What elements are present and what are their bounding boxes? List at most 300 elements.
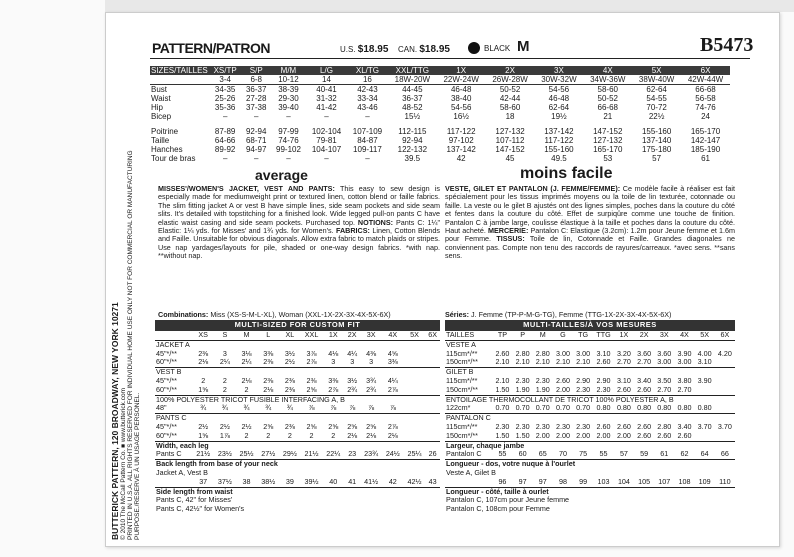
table-cell: 92-94 [245,127,267,136]
table-cell: 62 [680,449,689,459]
table-cell: 2¾ [347,384,358,394]
size-row-fr [150,136,730,145]
table-cell: 37½ [217,476,232,486]
section-label [445,368,735,377]
table-cell: 2⅝ [306,384,317,394]
table-cell: 147-152 [593,127,623,136]
table-cell: 2.10 [515,357,530,367]
table-cell: 3.40 [637,375,652,385]
table-cell: 26 [428,449,437,459]
table-cell: 2.10 [576,357,591,367]
table-cell: 1X [437,66,486,75]
size-table [150,66,730,163]
table-cell: 5X [632,66,681,75]
table-cell: 2 [244,430,249,440]
row-label [155,331,192,340]
table-cell: – [286,112,291,121]
table-cell: 2.70 [657,384,672,394]
section-label-text: VEST B [155,368,440,377]
table-cell: XXL/TTG [388,66,437,75]
table-cell: L/G [306,66,347,75]
table-cell: 2¼ [241,357,252,367]
table-cell: ⅞ [349,403,356,413]
table-cell: 107-109 [352,127,383,136]
table-cell: 99 [579,476,588,486]
table-cell: 2⅝ [306,421,317,431]
table-cell: G [553,331,573,340]
table-cell: 54-56 [548,85,570,94]
section-sublabel [155,505,440,514]
row-label: 60"*/** [156,357,177,367]
table-cell: 2.80 [657,421,672,431]
table-cell: 25½ [239,449,254,459]
table-cell: TP [492,331,512,340]
table-cell: 1.90 [535,384,550,394]
table-cell: 3¾ [366,375,377,385]
row-label: 45"*/** [156,421,177,431]
row-label: Bicep [151,112,172,121]
yardage-row [155,432,440,441]
table-cell: 3.20 [616,348,631,358]
table-cell: 38W-40W [632,75,681,85]
table-cell: 107-112 [495,136,525,145]
table-cell: 2⅜ [284,375,295,385]
row-label: 48" [156,403,167,413]
table-cell: – [324,112,329,121]
table-cell: 2⅝ [263,421,274,431]
side-publisher-band [110,70,141,540]
rights-line: PRINTED IN U.S.A. ALL RIGHTS RESERVED FOR INDIVIDUAL HOME USE ONLY NOT FOR COMMERCIAL OR MANUFACTURING [127,150,134,540]
table-cell: 4X [382,331,404,340]
table-cell: 2X [634,331,654,340]
table-cell: 36-37 [402,94,423,103]
table-cell: 137-142 [446,145,476,154]
table-cell: 2.10 [555,357,570,367]
table-cell: 45 [505,154,515,163]
table-cell: 0.70 [576,403,591,413]
table-cell: 3⅜ [387,357,398,367]
table-cell: 2.00 [555,430,570,440]
table-cell: 3.00 [555,348,570,358]
table-cell: 44-45 [402,85,423,94]
table-cell: 22W-24W [437,75,486,85]
table-cell: 23 [348,449,357,459]
table-cell: 0.80 [677,403,692,413]
table-cell: 4⅝ [387,348,398,358]
table-cell: M [533,331,553,340]
table-cell: 2⅝ [347,421,358,431]
table-cell: 4⅜ [366,348,377,358]
table-cell: 6-8 [242,75,271,85]
table-cell: 2.00 [576,430,591,440]
table-cell: 0.70 [495,403,510,413]
table-cell: XXL [301,331,323,340]
table-cell: 3.00 [657,357,672,367]
table-cell: 22¼ [326,449,341,459]
table-cell: 2.00 [616,430,631,440]
table-cell: 2⅞ [387,421,398,431]
section-label-text: Back length from base of your neck [155,460,440,469]
table-cell: 35-36 [214,103,236,112]
table-cell: ⅞ [389,403,396,413]
table-cell: 42-44 [499,94,521,103]
size-row-fr [150,145,730,154]
table-cell: 94-97 [245,145,267,154]
copyright-line: © 2010 The McCall Pattern Co. ■ www.butterick.com [120,387,127,540]
table-cell: 2.70 [677,384,692,394]
table-cell: 1⅝ [198,384,209,394]
table-cell: 54-55 [646,94,667,103]
description-fr: VESTE, GILET ET PANTALON (J. FEMME/FEMME): Ce modèle facile à réaliser est fait spécialement pour les tissus imprimés moyens ou la toile de lin texturée, cotonnade ou faille. La veste ou le gilet B ajustés ont des lignes simples, poches dans la couture du côté et fentes dans la couture du côté. Effet de surpiqûre comme une touche de finition. Pantalon C à jambe large, coulisse élastique à la taille et poches dans la couture du côté. Haut acheté. MERCERIE: Pantalon C: Elastique (3.2cm): 1.2m pour Jeune femme et 1.6m pour Femme. TISSUS: Toile de lin, Cotonnade et Faille. Grandes diagonales ne conviennent pas. Compte non tenu des raccords de rayures/carreaux. *avec sens. **sans sens. [445,184,736,261]
size-row [150,94,730,103]
table-cell: 117-122 [446,127,476,136]
table-cell: 3.10 [616,375,631,385]
table-cell: 39-40 [278,103,299,112]
section-label [155,395,440,404]
table-cell: 185-190 [690,145,721,154]
table-cell: 2.60 [596,357,611,367]
table-cell: ¾ [243,403,250,413]
table-cell: 108 [678,476,691,486]
can-price: CAN. $18.95 [398,44,450,55]
table-cell: 2.90 [576,375,591,385]
table-cell: 1⅝ [198,430,209,440]
series: Séries: J. Femme (TP-P-M-G-TG), Femme (TTG-1X-2X-3X-4X-5X-6X) [445,310,672,319]
table-cell: 18 [505,112,515,121]
table-cell: L [257,331,279,340]
yardage-row [445,423,735,432]
table-cell: 1X [322,331,344,340]
table-cell: 2 [287,430,292,440]
table-cell: 122-132 [397,145,428,154]
table-cell: 25¼ [407,449,422,459]
table-cell: 2.70 [637,357,652,367]
table-cell: 61 [701,154,710,163]
size-row [150,85,730,95]
size-row [150,103,730,112]
table-cell: 3⅛ [241,348,252,358]
table-cell: 2⅛ [366,430,377,440]
table-cell: ¾ [265,403,272,413]
table-cell: ⅞ [330,403,337,413]
yardage-row [445,358,735,367]
table-cell: 39.5 [404,154,421,163]
section-sublabel-text: Pants C, 42½" for Women's [156,504,245,514]
table-cell: 2.90 [596,375,611,385]
table-cell: 3X [654,331,674,340]
table-cell: 49.5 [551,154,567,163]
table-cell: 29-30 [278,94,299,103]
table-cell: 5X [404,331,426,340]
row-label [150,75,209,85]
table-cell: 105 [638,476,651,486]
table-cell: 54-56 [450,103,472,112]
table-cell: 165-170 [690,127,721,136]
table-cell: 127-132 [495,127,525,136]
row-label: Hip [151,103,164,112]
table-cell: 3.90 [677,348,692,358]
table-cell: 2.60 [677,430,692,440]
table-cell: – [222,154,228,163]
section-label [445,395,735,404]
table-cell: 3X [534,66,583,75]
table-cell: 97-102 [448,136,474,145]
table-cell: 62-64 [548,103,570,112]
table-cell: 2.60 [495,348,510,358]
section-label-text: 100% POLYESTER TRICOT FUSIBLE INTERFACING A, B [155,395,440,404]
table-cell: 1.50 [515,430,530,440]
table-cell: 33-34 [357,94,378,103]
table-cell: 98 [558,476,567,486]
table-cell: 74-76 [695,103,716,112]
table-cell: ¾ [221,403,228,413]
table-cell: – [324,154,329,163]
table-cell: 99-102 [276,145,301,154]
row-label: 122cm* [446,403,471,413]
table-cell: 97-99 [278,127,299,136]
table-cell: 59 [640,449,649,459]
table-cell: 2.70 [616,357,631,367]
table-cell: 2.60 [657,430,672,440]
table-cell: 3½ [347,375,358,385]
table-cell: 50-52 [499,85,521,94]
table-cell: 137-142 [544,127,574,136]
table-cell: 2.00 [596,430,611,440]
section-label [445,340,735,349]
table-cell: 14 [306,75,347,85]
table-cell: 3.90 [697,375,712,385]
yardage-row [445,432,735,441]
table-cell: 165-170 [593,145,623,154]
table-cell: 2⅛ [347,430,358,440]
section-sublabel [445,469,735,478]
table-cell: 3 [331,357,336,367]
table-cell: 97 [518,476,527,486]
section-label [445,414,735,423]
row-label: Bust [151,85,168,94]
table-cell: 137-140 [641,136,672,145]
table-cell: 2.30 [535,375,550,385]
section-label-text: Longueur - côté, taille à ourlet [445,487,735,496]
size-row-fr [150,127,730,136]
table-cell: 87-89 [214,127,236,136]
table-cell: 1.90 [515,384,530,394]
table-cell: 62-64 [646,85,667,94]
table-cell: 96 [498,476,507,486]
table-cell: 3⅜ [263,348,274,358]
table-cell: 2.10 [495,375,510,385]
row-label: 150cm*/** [446,384,478,394]
table-cell: 3.50 [657,375,672,385]
table-cell: TG [573,331,593,340]
table-cell: 2⅜ [198,348,209,358]
table-cell: 2⅜ [306,375,317,385]
table-cell: 6X [715,331,735,340]
table-cell: XL [279,331,301,340]
table-cell: XL/TG [347,66,388,75]
table-cell: 42W-44W [681,75,730,85]
table-cell: 1X [614,331,634,340]
table-cell: S [214,331,236,340]
table-cell: 18W-20W [388,75,437,85]
table-cell: 3.10 [596,348,611,358]
table-cell: 2.00 [555,384,570,394]
table-cell: 40 [329,476,338,486]
table-cell: 38 [242,476,251,486]
row-label: Poitrine [151,127,179,136]
table-cell: 0.80 [637,403,652,413]
table-cell: 147-152 [495,145,525,154]
table-cell: 38-40 [450,94,472,103]
row-label: Tour de bras [151,154,196,163]
us-price: U.S. $18.95 [340,44,389,55]
table-cell: 26W-28W [486,75,535,85]
table-cell: 61 [660,449,669,459]
table-cell: 109-117 [353,145,382,154]
table-cell: 3.60 [637,348,652,358]
table-cell: 2.60 [596,421,611,431]
yardage-banner-en-text: MULTI-SIZED FOR CUSTOM FIT [155,320,440,331]
table-cell: 2.10 [495,357,510,367]
table-cell: 23¾ [364,449,379,459]
table-cell: 39½ [304,476,319,486]
table-cell: 37-38 [245,103,267,112]
table-cell: 0.70 [555,403,570,413]
table-cell: 110 [719,476,731,486]
row-label: 60"*/** [156,384,177,394]
table-cell: 2.60 [637,430,652,440]
section-sublabel-text: Veste A, Gilet B [446,467,496,477]
table-cell: ¾ [286,403,293,413]
row-label: TAILLES [445,331,492,340]
size-row [150,112,730,121]
table-cell: 3.70 [717,421,732,431]
size-code: M [517,38,530,55]
table-cell: 27½ [261,449,276,459]
table-cell: 2.80 [515,348,530,358]
row-label: Taille [151,136,170,145]
table-cell: 89-92 [214,145,236,154]
table-cell: 2X [486,66,535,75]
table-cell: 155-160 [544,145,574,154]
table-cell: 2 [266,430,271,440]
row-label: Waist [151,94,171,103]
yardage-row [155,358,440,367]
table-cell: 60 [518,449,527,459]
yardage-cols-en [155,331,440,340]
table-cell: 2.30 [535,421,550,431]
table-cell: 2⅞ [387,384,398,394]
table-cell: 4.20 [717,348,732,358]
row-label: 150cm*/** [446,430,478,440]
size-subheader-row [150,75,730,85]
table-cell: 48-52 [402,103,423,112]
section-label-text: VESTE A [446,339,476,349]
table-cell: 57 [619,449,628,459]
table-cell: 2.30 [555,421,570,431]
table-cell: 53 [603,154,613,163]
table-cell: 2.30 [515,375,530,385]
table-cell: 0.80 [697,403,712,413]
table-cell: 29½ [282,449,297,459]
table-cell: 58-60 [499,103,521,112]
publisher-address: BUTTERICK PATTERN, 120 BROADWAY, NEW YORK 10271 [110,302,120,540]
table-cell: 2⅞ [306,357,317,367]
table-cell: 6X [425,331,440,340]
table-cell: 4¼ [347,348,358,358]
table-cell: 64-66 [214,136,236,145]
table-cell: 16 [347,75,388,85]
table-cell: 4¼ [387,375,398,385]
table-cell: 2 [244,384,249,394]
yardage-banner-fr-text: MULTI-TAILLES/À VOS MESURES [445,320,735,331]
table-cell: 3.10 [697,357,712,367]
table-cell: 50-52 [597,94,618,103]
table-cell: 3X [360,331,382,340]
section-label-text: Width, each leg [155,441,440,450]
section-sublabel [155,469,440,478]
size-header-row [150,66,730,75]
table-cell: 40-41 [316,85,337,94]
row-label: Pants C [156,449,182,459]
table-cell: 41 [348,476,357,486]
table-cell: 109 [698,476,711,486]
table-cell: 58-60 [597,85,618,94]
table-cell: 2⅝ [328,421,339,431]
table-cell: 2⅜ [263,375,274,385]
table-cell: 65 [538,449,547,459]
yardage-row [445,350,735,359]
table-cell: 43 [428,476,437,486]
table-cell: 2⅜ [284,421,295,431]
table-cell: 3.00 [576,348,591,358]
section-label-text: Side length from waist [155,487,440,496]
table-cell: 2.60 [616,384,631,394]
table-cell: 55 [498,449,507,459]
table-cell: 3.60 [657,348,672,358]
table-cell: 42-43 [357,85,378,94]
section-label-text: PANTS C [155,414,440,423]
table-cell: 66-68 [597,103,618,112]
table-cell: 27-28 [245,94,267,103]
table-cell: 56-58 [695,94,716,103]
table-cell: 57 [652,154,662,163]
table-cell: 2⅜ [284,384,295,394]
table-cell: 175-180 [641,145,672,154]
table-cell: 38-39 [278,85,299,94]
table-cell: 2 [331,430,336,440]
table-cell: 64 [700,449,709,459]
table-cell: 2½ [284,357,295,367]
table-cell: 66 [720,449,729,459]
table-cell: 5X [695,331,715,340]
section-sublabel-text: Pants C, 42" for Misses' [156,495,233,505]
table-cell: 15½ [404,112,421,121]
table-cell: 3-4 [209,75,242,85]
table-cell: 21½ [304,449,319,459]
table-cell: 2⅛ [263,384,274,394]
table-cell: 0.80 [657,403,672,413]
table-cell: 3 [350,357,355,367]
table-cell: 55 [599,449,608,459]
table-cell: 2½ [241,421,252,431]
table-cell: 0.70 [535,403,550,413]
table-cell: 37 [199,476,208,486]
table-cell: – [222,112,228,121]
black-color-dot [468,42,480,54]
table-cell: 2 [309,430,314,440]
section-label-text: PANTALON C [445,414,735,423]
